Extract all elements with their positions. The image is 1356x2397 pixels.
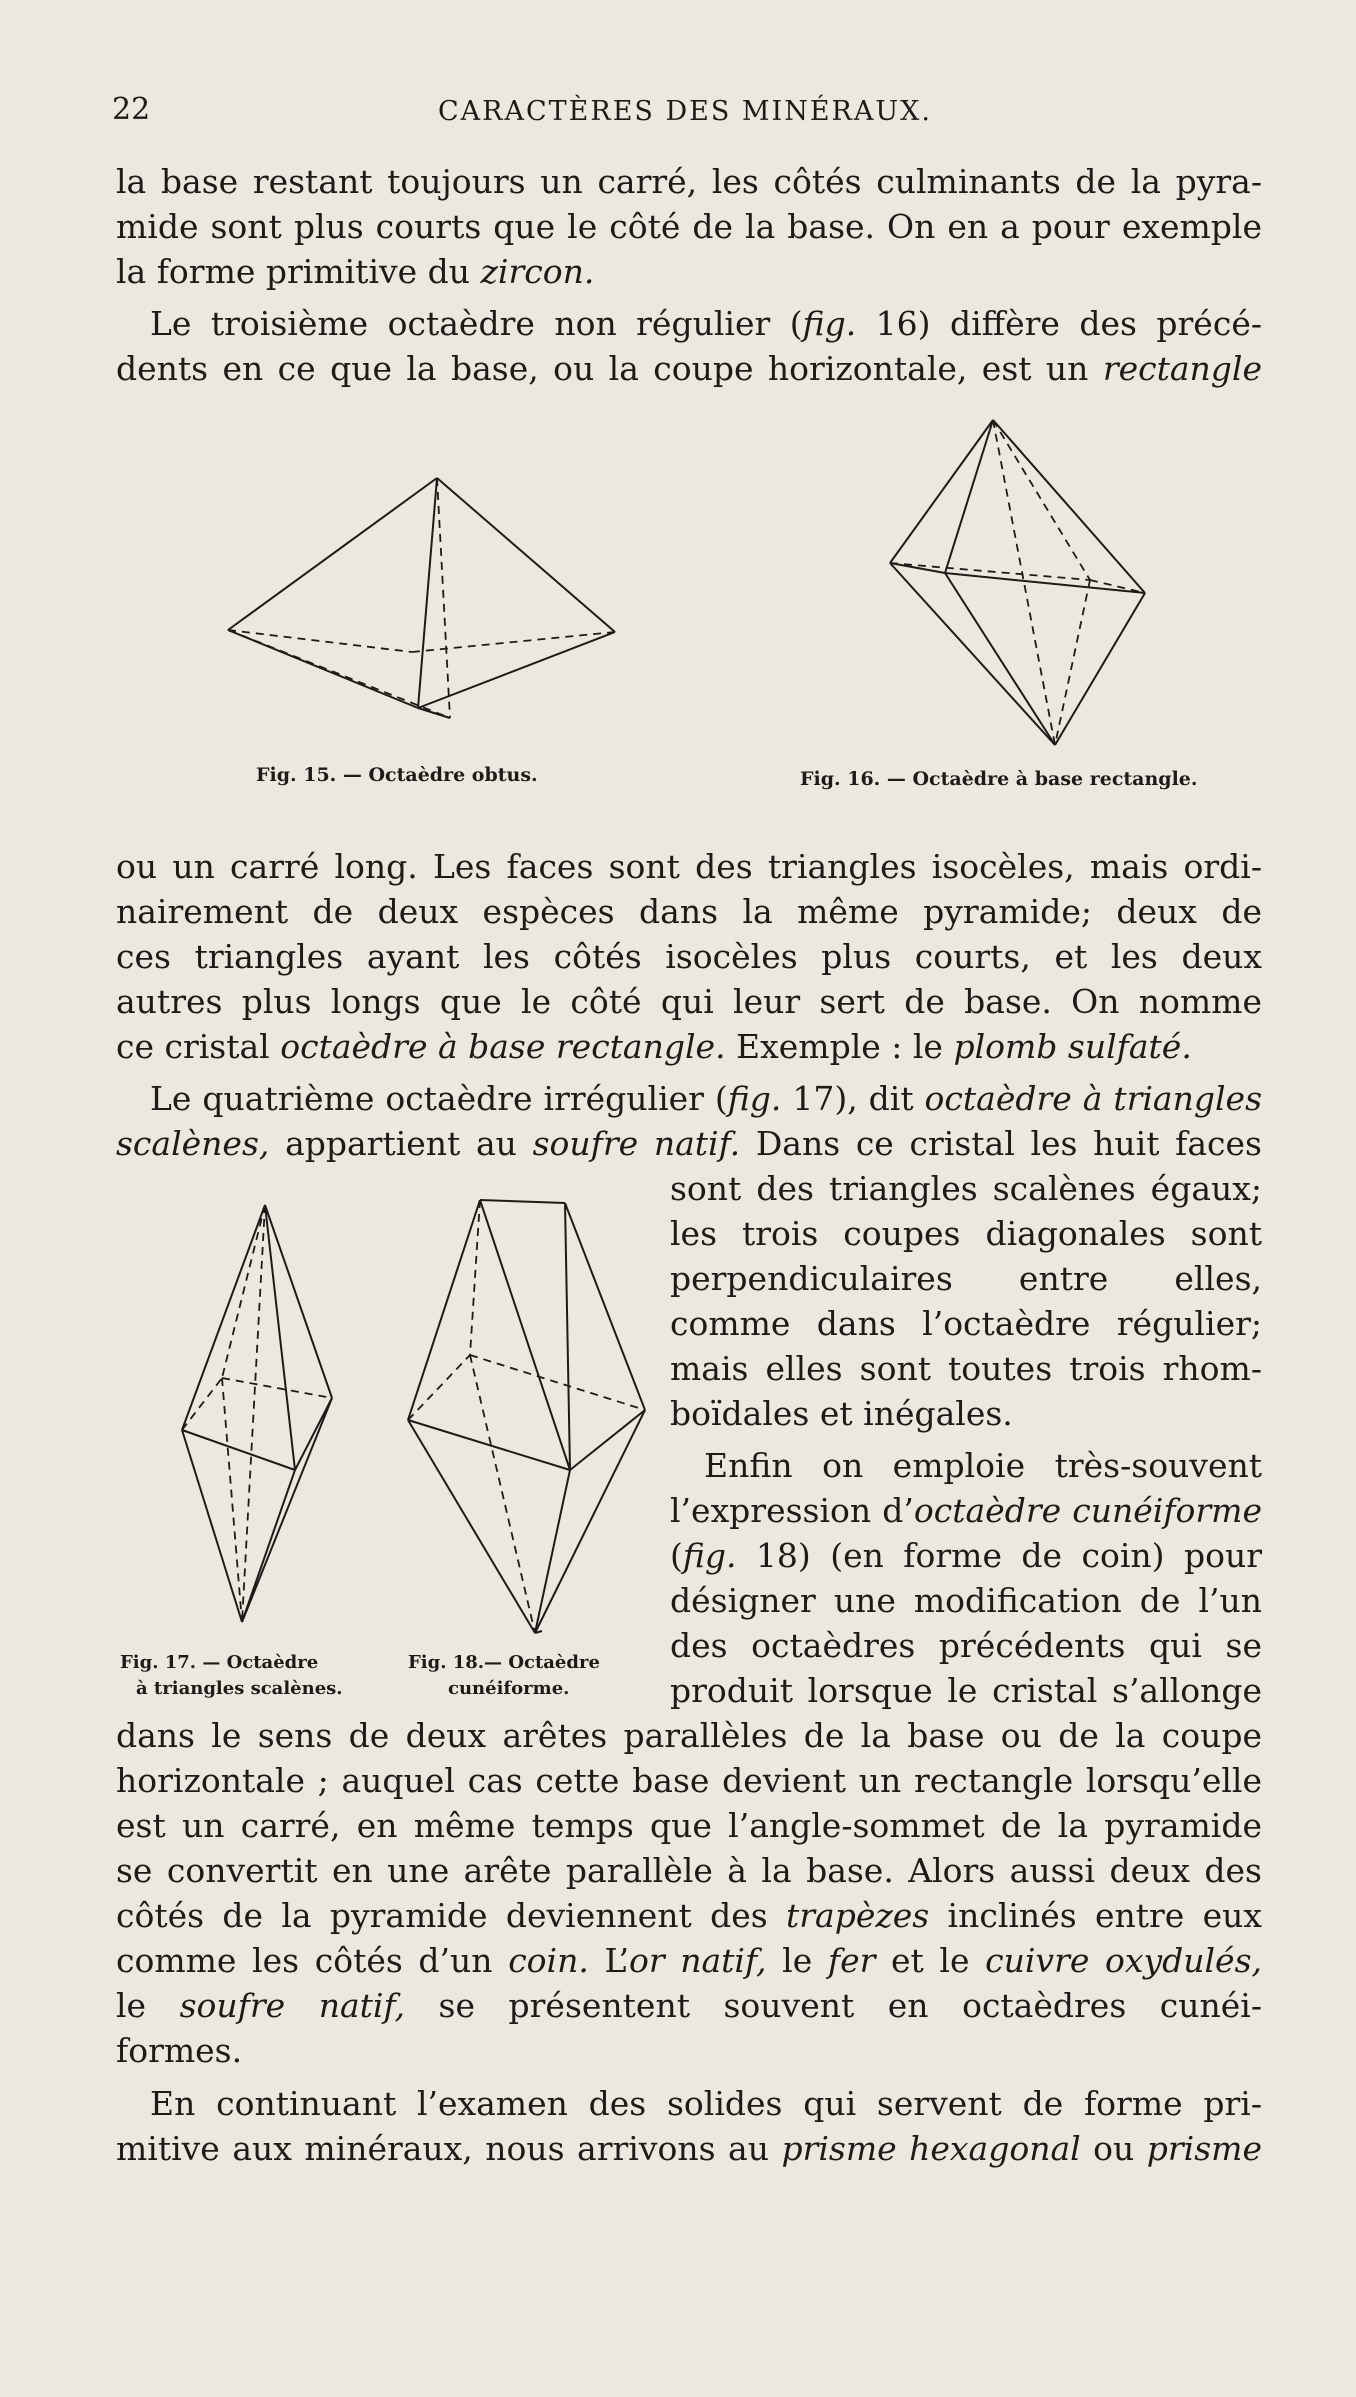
text-line: ces triangles ayant les côtés isocèles plus courts, et les deux	[116, 937, 1262, 976]
figure-16-rectangle-base-octahedron	[885, 415, 1155, 765]
text-line: les trois coupes diagonales sont	[670, 1214, 1262, 1253]
text-line: En continuant l’examen des solides qui servent de forme pri-	[150, 2084, 1262, 2123]
text-line: (fig. 18) (en forme de coin) pour	[670, 1536, 1262, 1575]
figure-16-caption: Fig. 16. — Octaèdre à base rectangle.	[800, 768, 1198, 790]
text-line: scalènes, appartient au soufre natif. Dans ce cristal les huit faces	[116, 1124, 1262, 1163]
text-line: Enfin on emploie très-souvent	[704, 1446, 1262, 1485]
text-line: horizontale ; auquel cas cette base devient un rectangle lorsqu’elle	[116, 1761, 1262, 1800]
text-line: mitive aux minéraux, nous arrivons au prisme hexagonal ou prisme	[116, 2129, 1262, 2168]
text-line: sont des triangles scalènes égaux;	[670, 1169, 1262, 1208]
figure-15-obtuse-octahedron	[220, 470, 630, 740]
text-line: dents en ce que la base, ou la coupe horizontale, est un rectangle	[116, 349, 1262, 388]
text-line: Le quatrième octaèdre irrégulier (fig. 17), dit octaèdre à triangles	[150, 1079, 1263, 1118]
text-line: autres plus longs que le côté qui leur sert de base. On nomme	[116, 982, 1262, 1021]
text-line: la forme primitive du zircon.	[116, 252, 595, 291]
text-line: mide sont plus courts que le côté de la base. On en a pour exemple	[116, 207, 1262, 246]
text-line: désigner une modification de l’un	[670, 1581, 1262, 1620]
figure-18-wedge-octahedron	[400, 1195, 670, 1640]
running-header	[112, 92, 1262, 142]
text-line: côtés de la pyramide deviennent des trapèzes inclinés entre eux	[116, 1896, 1262, 1935]
text-line: mais elles sont toutes trois rhom-	[670, 1349, 1262, 1388]
text-line: comme les côtés d’un coin. L’or natif, le fer et le cuivre oxydulés,	[116, 1941, 1263, 1980]
figure-17-caption: Fig. 17. — Octaèdre à triangles scalènes.	[120, 1652, 343, 1699]
figure-17-scalene-octahedron	[170, 1200, 350, 1630]
text-line: est un carré, en même temps que l’angle-sommet de la pyramide	[116, 1806, 1262, 1845]
text-line: ou un carré long. Les faces sont des triangles isocèles, mais ordi-	[116, 847, 1262, 886]
text-line: ce cristal octaèdre à base rectangle. Exemple : le plomb sulfaté.	[116, 1027, 1192, 1066]
text-line: Le troisième octaèdre non régulier (fig. 16) diffère des précé-	[150, 304, 1262, 343]
text-line: le soufre natif, se présentent souvent en octaèdres cunéi-	[116, 1986, 1263, 2025]
text-line: la base restant toujours un carré, les côtés culminants de la pyra-	[116, 162, 1262, 201]
text-line: l’expression d’octaèdre cunéiforme	[670, 1491, 1262, 1530]
running-title: CARACTÈRES DES MINÉRAUX.	[438, 96, 932, 127]
text-line: nairement de deux espèces dans la même pyramide; deux de	[116, 892, 1262, 931]
page-number: 22	[112, 92, 151, 127]
text-line: produit lorsque le cristal s’allonge	[670, 1671, 1262, 1710]
text-line: se convertit en une arête parallèle à la base. Alors aussi deux des	[116, 1851, 1262, 1890]
text-line: boïdales et inégales.	[670, 1394, 1013, 1433]
text-line: perpendiculaires entre elles,	[670, 1259, 1262, 1298]
text-line: des octaèdres précédents qui se	[670, 1626, 1262, 1665]
text-line: dans le sens de deux arêtes parallèles de la base ou de la coupe	[116, 1716, 1262, 1755]
text-line: comme dans l’octaèdre régulier;	[670, 1304, 1262, 1343]
figure-18-caption: Fig. 18.— Octaèdre cunéiforme.	[408, 1652, 600, 1699]
text-line: formes.	[116, 2031, 243, 2070]
figure-15-caption: Fig. 15. — Octaèdre obtus.	[256, 764, 538, 786]
